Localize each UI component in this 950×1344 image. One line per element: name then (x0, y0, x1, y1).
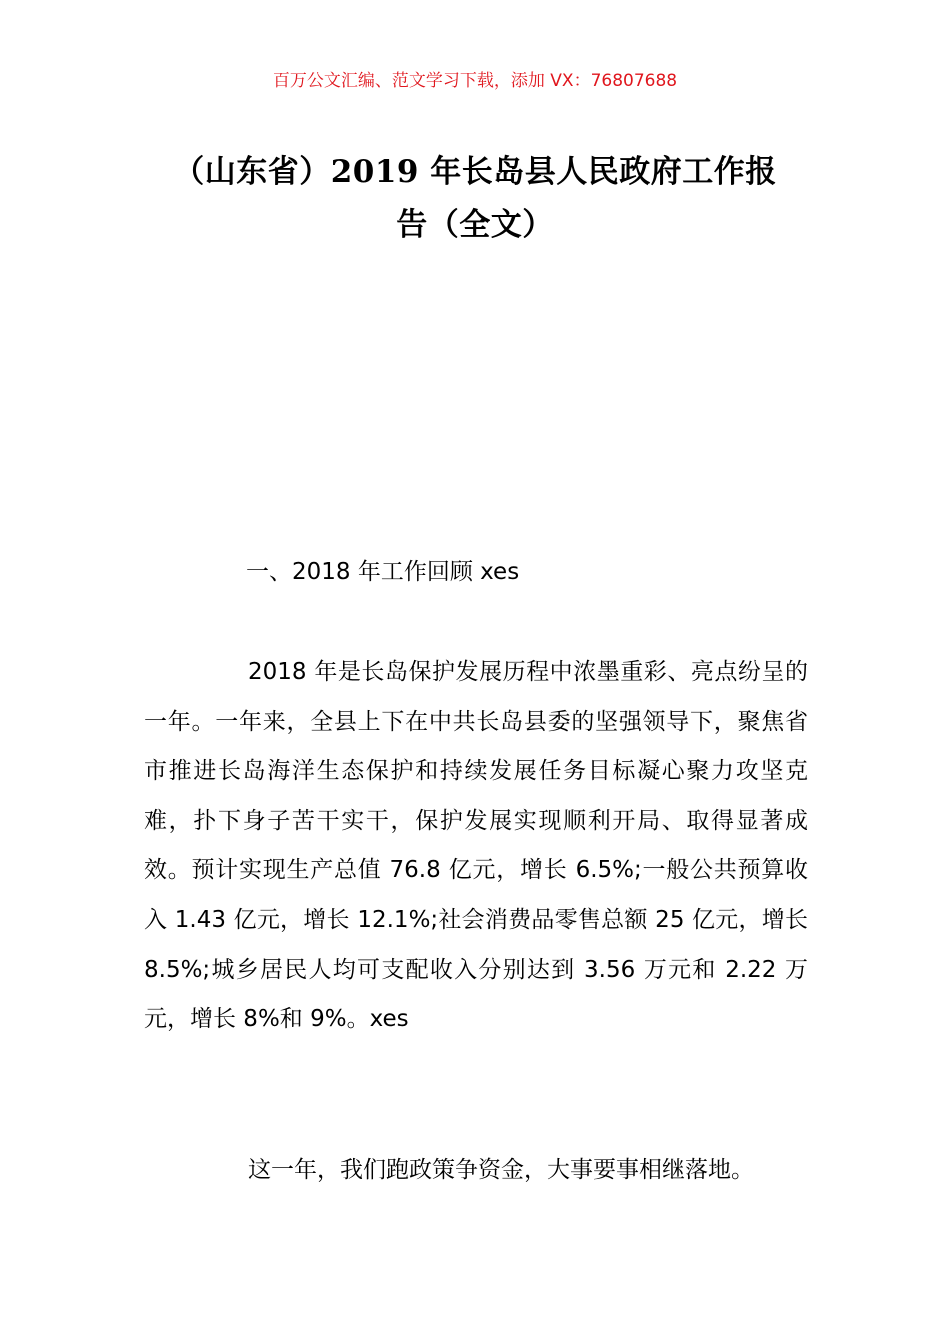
title-line-2: 告（全文） (396, 207, 554, 243)
paragraph-review: 2018 年是长岛保护发展历程中浓墨重彩、亮点纷呈的一年。一年来，全县上下在中共长岛县委的坚强领导下，聚焦省市推进长岛海洋生态保护和持续发展任务目标凝心聚力攻坚克难，扑下身子苦干实干，保护发展实现顺利开局、取得显著成效。预计实现生产总值 76.8 亿元，增长 6.5%;一般公共预算收入 1.43 亿元，增长 12.1%;社会消费品零售总额 25 亿元，增长 8.5%;城乡居民人均可支配收入分别达到 3.56 万元和 2.22 万元，增长 8%和 9%。xes (144, 659, 808, 1033)
promo-header: 百万公文汇编、范文学习下载，添加 VX：76807688 (272, 71, 678, 91)
paragraph-continued: 这一年，我们跑政策争资金，大事要事相继落地。 (248, 1157, 754, 1183)
section-heading: 一、2018 年工作回顾 xes (246, 559, 520, 585)
title-line-1: （山东省）2019 年长岛县人民政府工作报 (173, 154, 777, 190)
document-title (120, 146, 830, 252)
